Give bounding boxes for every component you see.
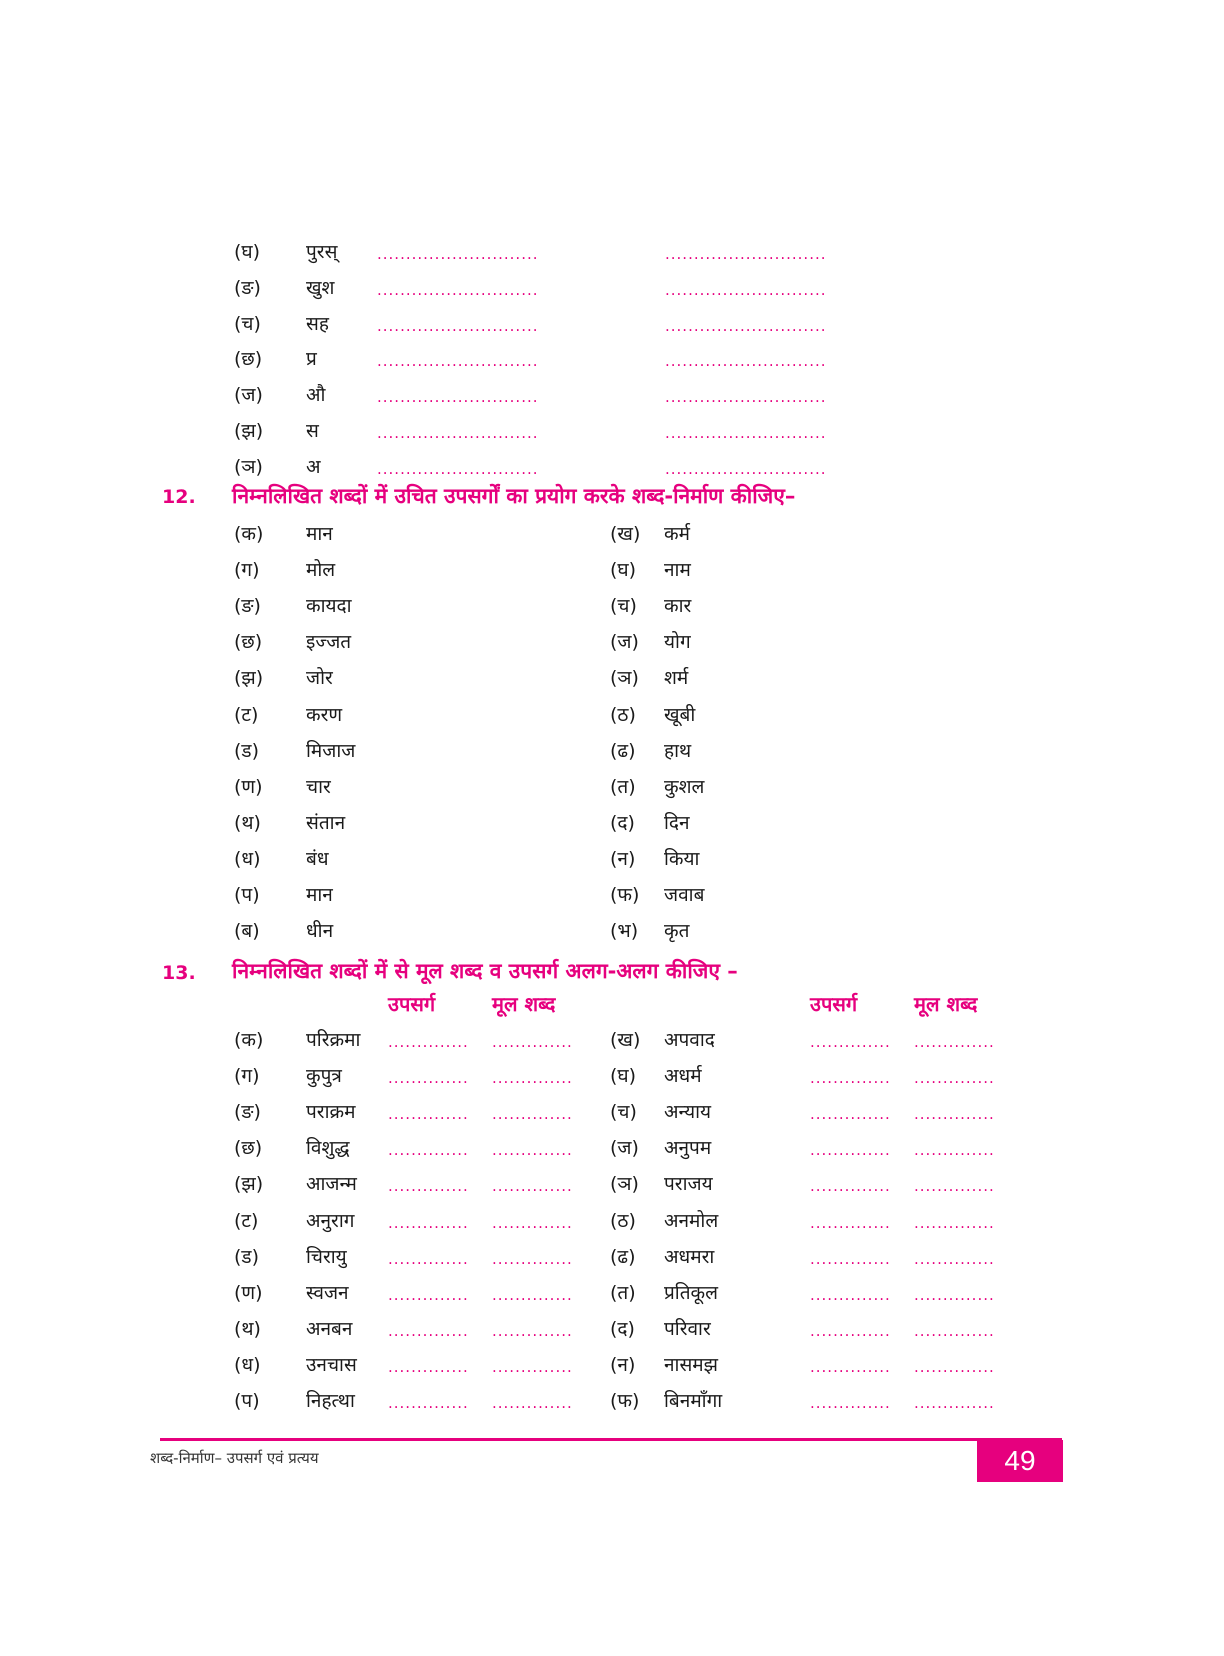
item-word: अ: [306, 456, 321, 478]
list-item: [234, 1311, 384, 1347]
item-label: (ख): [610, 523, 641, 545]
list-item: [610, 1058, 800, 1094]
list-item: [234, 624, 534, 660]
q13-head-prefix-left: उपसर्ग: [388, 992, 436, 1016]
item-word: पुरस्: [306, 241, 338, 263]
item-label: (च): [610, 1101, 637, 1123]
answer-blank: ............................: [377, 352, 539, 370]
item-word: प्र: [306, 348, 317, 370]
item-label: (ढ): [610, 1246, 636, 1268]
list-item: [234, 552, 534, 588]
item-label: (ङ): [234, 277, 261, 299]
prefix-blank: ..............: [388, 1177, 469, 1195]
item-label: (ङ): [234, 595, 261, 617]
page-number: 49: [977, 1440, 1063, 1482]
item-word: कुपुत्र: [306, 1065, 342, 1087]
q13-head-root-right: मूल शब्द: [914, 992, 978, 1016]
prefix-blank: ..............: [810, 1394, 891, 1412]
item-label: (थ): [234, 812, 261, 834]
item-word: मिजाज: [306, 740, 356, 762]
answer-blank: ............................: [377, 460, 539, 478]
prefix-blank: ..............: [810, 1358, 891, 1376]
item-word: जोर: [306, 667, 333, 689]
list-item: [610, 624, 910, 660]
list-item: [610, 877, 910, 913]
root-blank: ..............: [492, 1105, 573, 1123]
list-item: [610, 733, 910, 769]
item-word: स: [306, 420, 319, 442]
item-word: स्वजन: [306, 1282, 349, 1304]
item-label: (ज): [610, 631, 639, 653]
prefix-blank: ..............: [388, 1033, 469, 1051]
item-word: अनबन: [306, 1318, 353, 1340]
answer-blank: ............................: [377, 388, 539, 406]
root-blank: ..............: [914, 1177, 995, 1195]
root-blank: ..............: [914, 1322, 995, 1340]
item-label: (ड): [234, 740, 259, 762]
item-word: संतान: [306, 812, 346, 834]
item-label: (न): [610, 848, 636, 870]
item-word: आजन्म: [306, 1173, 357, 1195]
item-label: (ग): [234, 1065, 260, 1087]
list-item: [234, 1130, 384, 1166]
list-item: [610, 1022, 800, 1058]
list-item: [610, 841, 910, 877]
item-label: (ठ): [610, 1210, 636, 1232]
item-word: नाम: [664, 559, 691, 581]
root-blank: ..............: [492, 1358, 573, 1376]
item-word: चार: [306, 776, 331, 798]
q12-instruction: निम्नलिखित शब्दों में उचित उपसर्गों का प्रयोग करके शब्द-निर्माण कीजिए–: [232, 484, 796, 508]
item-word: कायदा: [306, 595, 352, 617]
prefix-blank: ..............: [388, 1141, 469, 1159]
footer-divider: [160, 1438, 1062, 1441]
list-item: [610, 552, 910, 588]
item-word: अनुपम: [664, 1137, 712, 1159]
item-label: (प): [234, 884, 260, 906]
item-label: (द): [610, 1318, 635, 1340]
item-word: इज्जत: [306, 631, 352, 653]
item-label: (ण): [234, 776, 263, 798]
list-item: [234, 1022, 384, 1058]
root-blank: ..............: [492, 1141, 573, 1159]
item-word: धीन: [306, 920, 334, 942]
prefix-blank: ..............: [810, 1069, 891, 1087]
prefix-blank: ..............: [388, 1322, 469, 1340]
item-label: (छ): [234, 1137, 263, 1159]
list-item: [610, 660, 910, 696]
prefix-blank: ..............: [810, 1033, 891, 1051]
list-item: [610, 1203, 800, 1239]
list-item: [610, 1275, 800, 1311]
item-label: (ञ): [610, 667, 639, 689]
item-label: (च): [234, 313, 261, 335]
item-label: (घ): [234, 241, 261, 263]
item-label: (घ): [610, 1065, 637, 1087]
item-word: अधर्म: [664, 1065, 702, 1087]
q12-number: 12.: [162, 486, 196, 508]
list-item: [234, 1383, 384, 1419]
item-label: (झ): [234, 420, 264, 442]
answer-blank: ............................: [665, 352, 827, 370]
item-label: (छ): [234, 348, 263, 370]
item-label: (ङ): [234, 1101, 261, 1123]
list-item: [234, 697, 534, 733]
list-item: [610, 1166, 800, 1202]
item-word: मोल: [306, 559, 336, 581]
root-blank: ..............: [492, 1033, 573, 1051]
list-item: [234, 769, 534, 805]
list-item: [234, 913, 534, 949]
prefix-blank: ..............: [388, 1286, 469, 1304]
item-label: (प): [234, 1390, 260, 1412]
item-word: मान: [306, 884, 333, 906]
item-word: खूबी: [664, 704, 696, 726]
item-label: (त): [610, 1282, 636, 1304]
item-word: हाथ: [664, 740, 692, 762]
item-label: (ढ): [610, 740, 636, 762]
prefix-blank: ..............: [388, 1105, 469, 1123]
item-word: प्रतिकूल: [664, 1282, 719, 1304]
prefix-blank: ..............: [388, 1214, 469, 1232]
q13-instruction: निम्नलिखित शब्दों में से मूल शब्द व उपसर्ग अलग-अलग कीजिए –: [232, 959, 738, 983]
prefix-blank: ..............: [810, 1250, 891, 1268]
item-word: कुशल: [664, 776, 705, 798]
root-blank: ..............: [914, 1069, 995, 1087]
root-blank: ..............: [914, 1394, 995, 1412]
item-label: (ज): [234, 384, 263, 406]
answer-blank: ............................: [665, 317, 827, 335]
item-word: परिवार: [664, 1318, 711, 1340]
item-label: (ध): [234, 1354, 261, 1376]
item-word: पराजय: [664, 1173, 713, 1195]
answer-blank: ............................: [377, 424, 539, 442]
item-label: (ण): [234, 1282, 263, 1304]
list-item: [234, 877, 534, 913]
root-blank: ..............: [492, 1394, 573, 1412]
item-word: कृत: [664, 920, 690, 942]
prefix-blank: ..............: [810, 1177, 891, 1195]
prefix-blank: ..............: [388, 1250, 469, 1268]
item-word: मान: [306, 523, 333, 545]
item-word: चिरायु: [306, 1246, 347, 1268]
prefix-blank: ..............: [810, 1214, 891, 1232]
prefix-blank: ..............: [388, 1069, 469, 1087]
root-blank: ..............: [914, 1286, 995, 1304]
root-blank: ..............: [492, 1250, 573, 1268]
item-word: अन्याय: [664, 1101, 712, 1123]
list-item: [610, 1383, 800, 1419]
root-blank: ..............: [914, 1141, 995, 1159]
item-word: करण: [306, 704, 343, 726]
list-item: [234, 1058, 384, 1094]
answer-blank: ............................: [377, 281, 539, 299]
item-word: अधमरा: [664, 1246, 715, 1268]
list-item: [234, 660, 534, 696]
item-label: (फ): [610, 884, 640, 906]
item-word: पराक्रम: [306, 1101, 356, 1123]
item-label: (ब): [234, 920, 260, 942]
item-label: (थ): [234, 1318, 261, 1340]
list-item: [610, 1094, 800, 1130]
answer-blank: ............................: [377, 245, 539, 263]
item-label: (ध): [234, 848, 261, 870]
list-item: [234, 841, 534, 877]
list-item: [234, 1239, 384, 1275]
q13-number: 13.: [162, 962, 196, 984]
root-blank: ..............: [914, 1358, 995, 1376]
item-word: औ: [306, 384, 326, 406]
item-word: उनचास: [306, 1354, 357, 1376]
item-label: (क): [234, 1029, 264, 1051]
item-word: निहत्था: [306, 1390, 355, 1412]
item-word: जवाब: [664, 884, 705, 906]
item-word: कार: [664, 595, 692, 617]
q13-head-prefix-right: उपसर्ग: [810, 992, 858, 1016]
item-label: (फ): [610, 1390, 640, 1412]
list-item: [610, 697, 910, 733]
list-item: [234, 1275, 384, 1311]
item-label: (ग): [234, 559, 260, 581]
answer-blank: ............................: [377, 317, 539, 335]
item-word: विशुद्ध: [306, 1137, 350, 1159]
item-word: कर्म: [664, 523, 690, 545]
prefix-blank: ..............: [810, 1105, 891, 1123]
item-label: (ज): [610, 1137, 639, 1159]
item-label: (भ): [610, 920, 639, 942]
root-blank: ..............: [914, 1105, 995, 1123]
item-label: (छ): [234, 631, 263, 653]
item-label: (ड): [234, 1246, 259, 1268]
list-item: [610, 913, 910, 949]
item-word: अपवाद: [664, 1029, 715, 1051]
item-word: दिन: [664, 812, 690, 834]
answer-blank: ............................: [665, 460, 827, 478]
item-word: योग: [664, 631, 691, 653]
list-item: [234, 1166, 384, 1202]
prefix-blank: ..............: [388, 1358, 469, 1376]
list-item: [234, 1347, 384, 1383]
list-item: [610, 588, 910, 624]
list-item: [610, 1311, 800, 1347]
list-item: [234, 733, 534, 769]
item-label: (झ): [234, 1173, 264, 1195]
list-item: [610, 805, 910, 841]
list-item: [610, 769, 910, 805]
list-item: [610, 1347, 800, 1383]
item-label: (ट): [234, 704, 259, 726]
list-item: [234, 805, 534, 841]
prefix-blank: ..............: [810, 1141, 891, 1159]
list-item: [610, 1239, 800, 1275]
item-label: (घ): [610, 559, 637, 581]
root-blank: ..............: [492, 1322, 573, 1340]
item-word: अनुराग: [306, 1210, 355, 1232]
list-item: [234, 1203, 384, 1239]
item-word: सह: [306, 313, 329, 335]
list-item: [234, 516, 534, 552]
answer-blank: ............................: [665, 281, 827, 299]
root-blank: ..............: [492, 1069, 573, 1087]
item-word: खुश: [306, 277, 335, 299]
item-label: (क): [234, 523, 264, 545]
root-blank: ..............: [914, 1214, 995, 1232]
item-label: (ट): [234, 1210, 259, 1232]
item-label: (त): [610, 776, 636, 798]
root-blank: ..............: [492, 1286, 573, 1304]
item-label: (ञ): [610, 1173, 639, 1195]
item-label: (न): [610, 1354, 636, 1376]
item-label: (च): [610, 595, 637, 617]
item-word: बिनमाँगा: [664, 1390, 723, 1412]
root-blank: ..............: [492, 1177, 573, 1195]
root-blank: ..............: [914, 1033, 995, 1051]
footer-title: शब्द-निर्माण– उपसर्ग एवं प्रत्यय: [150, 1449, 319, 1467]
item-label: (ख): [610, 1029, 641, 1051]
answer-blank: ............................: [665, 245, 827, 263]
answer-blank: ............................: [665, 424, 827, 442]
list-item: [610, 1130, 800, 1166]
item-label: (द): [610, 812, 635, 834]
list-item: [234, 588, 534, 624]
prefix-blank: ..............: [810, 1286, 891, 1304]
item-word: परिक्रमा: [306, 1029, 361, 1051]
list-item: [610, 516, 910, 552]
item-word: अनमोल: [664, 1210, 719, 1232]
item-label: (ञ): [234, 456, 263, 478]
root-blank: ..............: [492, 1214, 573, 1232]
item-label: (झ): [234, 667, 264, 689]
item-label: (ठ): [610, 704, 636, 726]
item-word: शर्म: [664, 667, 689, 689]
prefix-blank: ..............: [388, 1394, 469, 1412]
item-word: नासमझ: [664, 1354, 719, 1376]
list-item: [234, 1094, 384, 1130]
root-blank: ..............: [914, 1250, 995, 1268]
item-word: किया: [664, 848, 700, 870]
prefix-blank: ..............: [810, 1322, 891, 1340]
answer-blank: ............................: [665, 388, 827, 406]
q13-head-root-left: मूल शब्द: [492, 992, 556, 1016]
item-word: बंध: [306, 848, 329, 870]
